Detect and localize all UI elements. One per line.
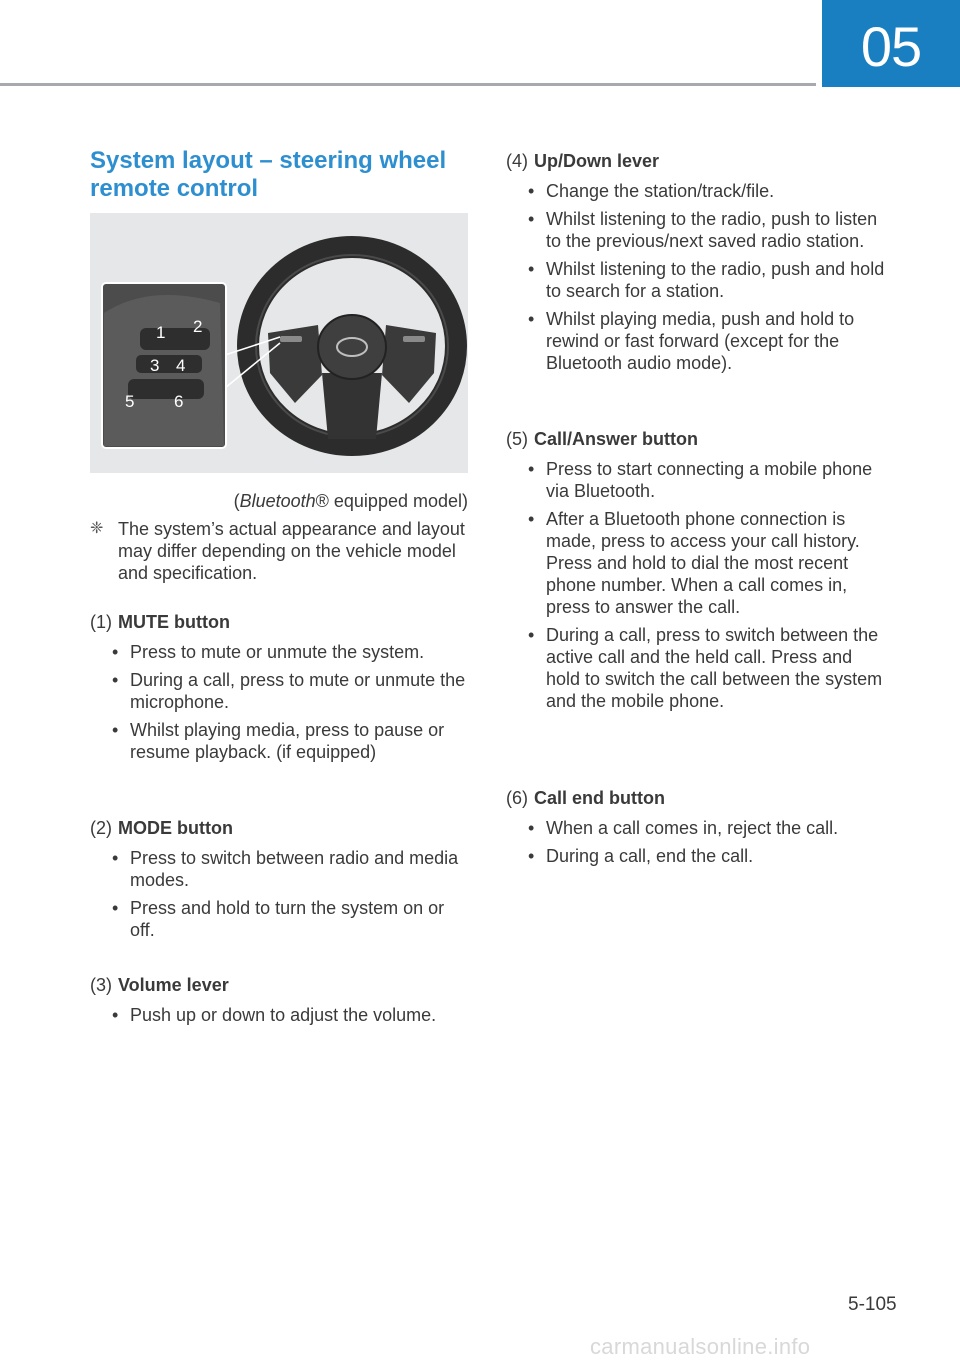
list-item: • Press to mute or unmute the system. — [90, 641, 470, 663]
steering-wheel-figure — [90, 213, 468, 473]
list-item: • After a Bluetooth phone connection is made, press to access your call history. Press and hold to dial the most recent phone number. When a call comes in, press to answer the call. — [506, 508, 890, 618]
list-item: • During a call, end the call. — [506, 845, 890, 867]
list-item: • Press to start connecting a mobile phone via Bluetooth. — [506, 458, 890, 502]
callout-3: 3 — [150, 356, 160, 375]
chapter-tab: 05 — [822, 0, 960, 87]
page-number: 5-105 — [848, 1294, 897, 1315]
item-call-end-button: (6) Call end button • When a call comes in, reject the call. • During a call, end the call. — [506, 787, 890, 867]
note — [90, 518, 468, 584]
list-item: • During a call, press to switch between the active call and the held call. Press and hold to switch the call between the system and the mobile phone. — [506, 624, 890, 712]
list-item: • Whilst listening to the radio, push to listen to the previous/next saved radio station. — [506, 208, 890, 252]
item-mode-button: (2) MODE button • Press to switch between radio and media modes. • Press and hold to turn the system on or off. — [90, 817, 470, 941]
item-mute-button: (1) MUTE button • Press to mute or unmute the system. • During a call, press to mute or unmute the microphone. • Whilst playing media, press to pause or resume playback. (if equipped) — [90, 611, 470, 763]
list-item: • Whilst listening to the radio, push and hold to search for a station. — [506, 258, 890, 302]
header-rule — [0, 83, 816, 86]
note-symbol-icon: ❈ — [90, 520, 104, 537]
list-item: • During a call, press to mute or unmute the microphone. — [90, 669, 470, 713]
list-item: • Push up or down to adjust the volume. — [90, 1004, 470, 1026]
callout-4: 4 — [176, 356, 186, 375]
section-title: System layout – steering wheel remote control — [90, 147, 447, 202]
list-item: • Whilst playing media, press to pause or resume playback. (if equipped) — [90, 719, 470, 763]
item-call-answer-button: (5) Call/Answer button • Press to start connecting a mobile phone via Bluetooth. • After a Bluetooth phone connection is made, press to access your call history. Press and hold to dial the most recent phone number. When a call comes in, press to answer the call. • During a call, press to switch between the active call and the held call. Press and hold to switch the call between the system and the mobile phone. — [506, 428, 890, 712]
list-item: • Change the station/track/file. — [506, 180, 890, 202]
item-up-down-lever: (4) Up/Down lever • Change the station/track/file. • Whilst listening to the radio, push to listen to the previous/next saved radio station. • Whilst listening to the radio, push and hold to search for a station. • Whilst playing media, push and hold to rewind or fast forward (except for the Bluetooth audio mode). — [506, 150, 890, 374]
note-text: The system’s actual appearance and layout may differ depending on the vehicle model and specification. — [118, 519, 465, 583]
list-item: • Whilst playing media, push and hold to rewind or fast forward (except for the Bluetooth audio mode). — [506, 308, 890, 374]
watermark: carmanualsonline.info — [590, 1334, 811, 1359]
callout-1: 1 — [156, 323, 166, 342]
item-volume-lever: (3) Volume lever • Push up or down to adjust the volume. — [90, 974, 470, 1026]
list-item: • Press and hold to turn the system on or off. — [90, 897, 470, 941]
caption-bluetooth: Bluetooth — [239, 491, 316, 511]
callout-5: 5 — [125, 392, 135, 411]
list-item: • When a call comes in, reject the call. — [506, 817, 890, 839]
callout-6: 6 — [174, 392, 184, 411]
callout-2: 2 — [193, 317, 203, 336]
list-item: • Press to switch between radio and media modes. — [90, 847, 470, 891]
figure-caption: (Bluetooth® equipped model) — [233, 491, 468, 511]
